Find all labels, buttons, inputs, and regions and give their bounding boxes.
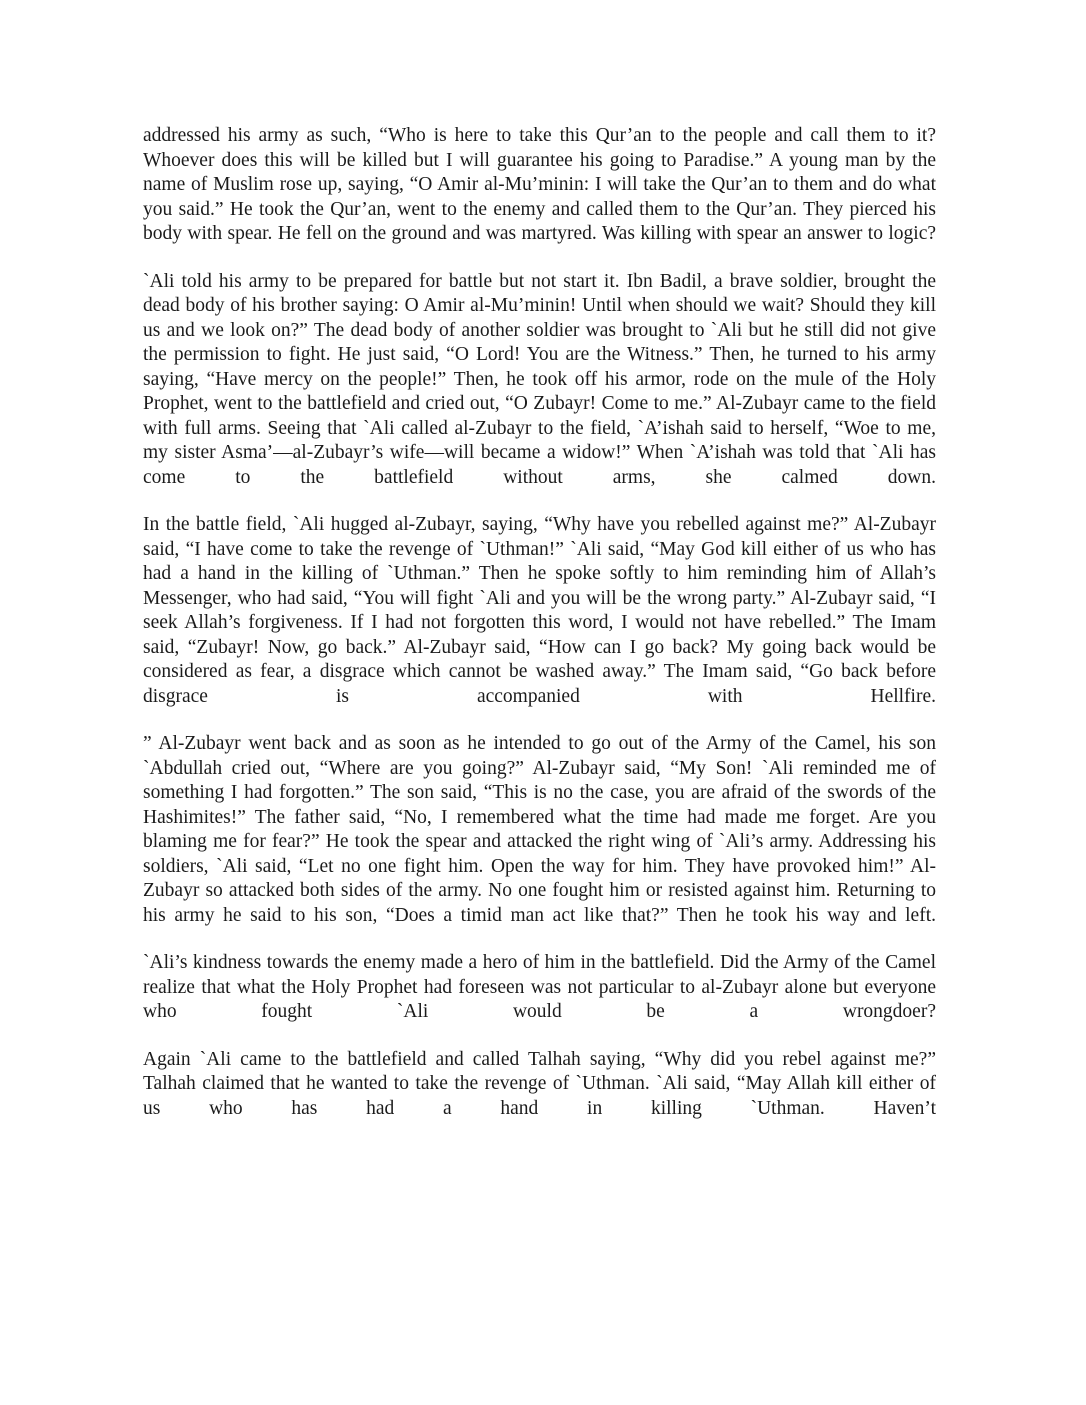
- paragraph-4: ” Al-Zubayr went back and as soon as he intended to go out of the Army of the Camel, his son `Abdullah cried out, “Where are you going?” Al-Zubayr said, “My Son! `Ali reminded me of something I had forgotten.” The son said, “This is no the case, you are afraid of the swords of the Hashimites!” The father said, “No, I remembered what the time had made me forget. Are you blaming me for fear?” He took the spear and attacked the right wing of `Ali’s army. Addressing his soldiers, `Ali said, “Let no one fight him. Open the way for him. They have provoked him!” Al-Zubayr so attacked both sides of the army. No one fought him or resisted against him. Returning to his army he said to his son, “Does a timid man act like that?” Then he took his way and left.: [143, 733, 936, 926]
- paragraph-3: In the battle field, `Ali hugged al-Zubayr, saying, “Why have you rebelled against me?” Al-Zubayr said, “I have come to take the revenge of `Uthman!” `Ali said, “May God kill either of us who has had a hand in the killing of `Uthman.” Then he spoke softly to him reminding him of Allah’s Messenger, who had said, “You will fight `Ali and you will be the wrong party.” Al-Zubayr said, “I seek Allah’s forgiveness. If I had not forgotten this word, I would not have rebelled.” The Imam said, “Zubayr! Now, go back.” Al-Zubayr said, “How can I go back? My going back would be considered as fear, a disgrace which cannot be washed away.” The Imam said, “Go back before disgrace is accompanied with Hellfire.: [143, 514, 936, 707]
- paragraph-5: `Ali’s kindness towards the enemy made a hero of him in the battlefield. Did the Army of the Camel realize that what the Holy Prophet had foreseen was not particular to al-Zubayr alone but everyone who fought `Ali would be a wrongdoer?: [143, 952, 936, 1022]
- text-block: [143, 124, 936, 1144]
- paragraph-2: `Ali told his army to be prepared for battle but not start it. Ibn Badil, a brave soldier, brought the dead body of his brother saying: O Amir al-Mu’minin! Until when should we wait? Should they kill us and we look on?” The dead body of another soldier was brought to `Ali but he still did not give the permission to fight. He just said, “O Lord! You are the Witness.” Then, he turned to his army saying, “Have mercy on the people!” Then, he took off his armor, rode on the mule of the Holy Prophet, went to the battlefield and cried out, “O Zubayr! Come to me.” Al-Zubayr came to the field with full arms. Seeing that `Ali called al-Zubayr to the field, `A’ishah said to herself, “Woe to me, my sister Asma’—al-Zubayr’s wife—will became a widow!” When `A’ishah was told that `Ali has come to the battlefield without arms, she calmed down.: [143, 270, 936, 488]
- paragraph-1: addressed his army as such, “Who is here to take this Qur’an to the people and call them to it? Whoever does this will be killed but I will guarantee his going to Paradise.” A young man by the name of Muslim rose up, saying, “O Amir al-Mu’minin: I will take the Qur’an to them and do what you said.” He took the Qur’an, went to the enemy and called them to the Qur’an. They pierced his body with spear. He fell on the ground and was martyred. Was killing with spear an answer to logic?: [143, 125, 936, 244]
- paragraph-6: Again `Ali came to the battlefield and called Talhah saying, “Why did you rebel against me?” Talhah claimed that he wanted to take the revenge of `Uthman. `Ali said, “May Allah kill either of us who has had a hand in killing `Uthman. Haven’t: [143, 1048, 936, 1119]
